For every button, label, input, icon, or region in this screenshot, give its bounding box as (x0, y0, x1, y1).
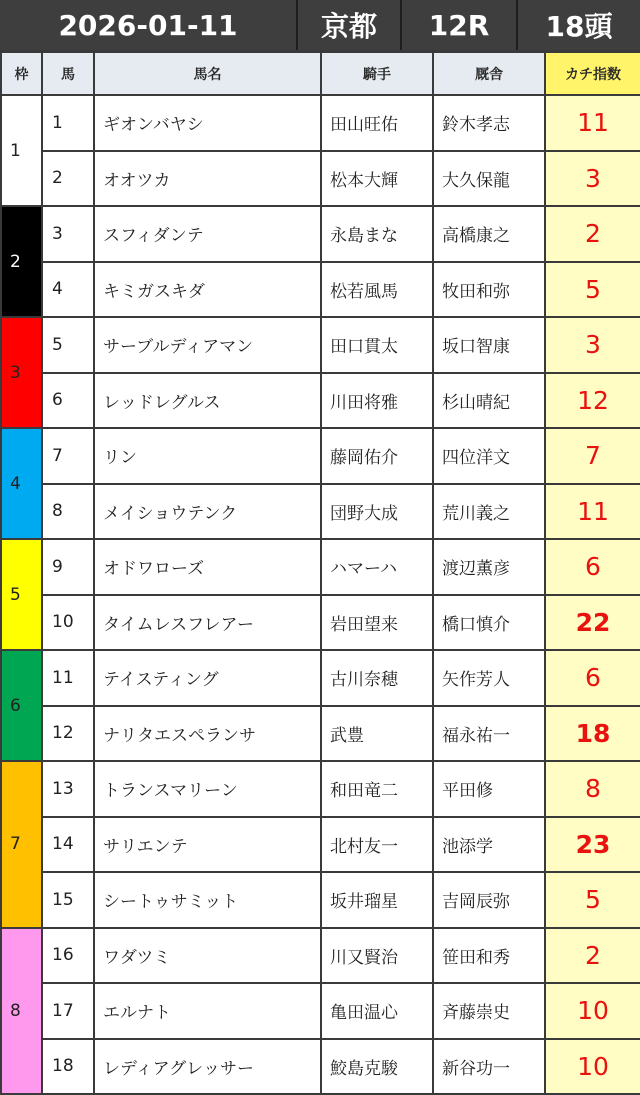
kachi-index: 22 (545, 595, 640, 651)
stable-name: 荒川義之 (433, 484, 545, 540)
jockey-name: 松若風馬 (321, 262, 433, 318)
horse-number: 11 (42, 650, 94, 706)
horse-number: 17 (42, 983, 94, 1039)
jockey-name: 川又賢治 (321, 928, 433, 984)
kachi-index: 12 (545, 373, 640, 429)
jockey-name: 和田竜二 (321, 761, 433, 817)
jockey-name: 北村友一 (321, 817, 433, 873)
horse-name: メイショウテンク (94, 484, 321, 540)
horse-name: エルナト (94, 983, 321, 1039)
col-header-stable[interactable]: 厩舎 (433, 52, 545, 95)
kachi-index: 11 (545, 95, 640, 151)
table-row[interactable] (1, 373, 640, 429)
kachi-index: 5 (545, 262, 640, 318)
waku-cell: 3 (1, 317, 42, 428)
entries-table (0, 51, 640, 1095)
horse-name: トランスマリーン (94, 761, 321, 817)
kachi-index: 6 (545, 539, 640, 595)
horse-name: リン (94, 428, 321, 484)
stable-name: 渡辺薫彦 (433, 539, 545, 595)
horse-number: 10 (42, 595, 94, 651)
stable-name: 福永祐一 (433, 706, 545, 762)
jockey-name: 亀田温心 (321, 983, 433, 1039)
jockey-name: 田山旺佑 (321, 95, 433, 151)
jockey-name: 藤岡佑介 (321, 428, 433, 484)
table-row[interactable] (1, 761, 640, 817)
stable-name: 笹田和秀 (433, 928, 545, 984)
table-row[interactable] (1, 817, 640, 873)
horse-number: 13 (42, 761, 94, 817)
kachi-index: 2 (545, 206, 640, 262)
kachi-index: 7 (545, 428, 640, 484)
table-row[interactable] (1, 151, 640, 207)
kachi-index: 5 (545, 872, 640, 928)
stable-name: 大久保龍 (433, 151, 545, 207)
horse-number: 9 (42, 539, 94, 595)
horse-number: 14 (42, 817, 94, 873)
jockey-name: 団野大成 (321, 484, 433, 540)
col-header-waku[interactable]: 枠 (1, 52, 42, 95)
horse-number: 2 (42, 151, 94, 207)
horse-number: 16 (42, 928, 94, 984)
horse-number: 5 (42, 317, 94, 373)
table-row[interactable] (1, 95, 640, 151)
jockey-name: 坂井瑠星 (321, 872, 433, 928)
entries-body (1, 95, 640, 1094)
horse-number: 18 (42, 1039, 94, 1095)
table-row[interactable] (1, 484, 640, 540)
stable-name: 杉山晴紀 (433, 373, 545, 429)
stable-name: 高橋康之 (433, 206, 545, 262)
jockey-name: ハマーハ (321, 539, 433, 595)
horse-name: タイムレスフレアー (94, 595, 321, 651)
table-row[interactable] (1, 928, 640, 984)
kachi-index: 11 (545, 484, 640, 540)
jockey-name: 永島まな (321, 206, 433, 262)
stable-name: 吉岡辰弥 (433, 872, 545, 928)
kachi-index: 6 (545, 650, 640, 706)
table-row[interactable] (1, 317, 640, 373)
horse-number: 15 (42, 872, 94, 928)
table-row[interactable] (1, 206, 640, 262)
col-header-horse-number[interactable]: 馬 (42, 52, 94, 95)
runner-count: 18頭 (518, 0, 640, 50)
horse-name: サリエンテ (94, 817, 321, 873)
horse-name: レッドレグルス (94, 373, 321, 429)
horse-number: 1 (42, 95, 94, 151)
horse-number: 7 (42, 428, 94, 484)
jockey-name: 武豊 (321, 706, 433, 762)
waku-cell: 2 (1, 206, 42, 317)
horse-name: スフィダンテ (94, 206, 321, 262)
horse-number: 3 (42, 206, 94, 262)
horse-name: レディアグレッサー (94, 1039, 321, 1095)
race-date: 2026-01-11 (0, 0, 298, 50)
horse-name: ワダツミ (94, 928, 321, 984)
table-row[interactable] (1, 595, 640, 651)
col-header-jockey[interactable]: 騎手 (321, 52, 433, 95)
stable-name: 坂口智康 (433, 317, 545, 373)
horse-name: オオツカ (94, 151, 321, 207)
table-row[interactable] (1, 262, 640, 318)
horse-name: シートゥサミット (94, 872, 321, 928)
jockey-name: 岩田望来 (321, 595, 433, 651)
horse-number: 6 (42, 373, 94, 429)
stable-name: 新谷功一 (433, 1039, 545, 1095)
stable-name: 四位洋文 (433, 428, 545, 484)
waku-cell: 4 (1, 428, 42, 539)
kachi-index: 2 (545, 928, 640, 984)
stable-name: 池添学 (433, 817, 545, 873)
waku-cell: 5 (1, 539, 42, 650)
jockey-name: 川田将雅 (321, 373, 433, 429)
waku-cell: 6 (1, 650, 42, 761)
race-header (0, 0, 640, 50)
kachi-index: 3 (545, 151, 640, 207)
table-row[interactable] (1, 650, 640, 706)
table-header-row (1, 52, 640, 95)
horse-number: 8 (42, 484, 94, 540)
table-row[interactable] (1, 983, 640, 1039)
table-row[interactable] (1, 539, 640, 595)
kachi-index: 3 (545, 317, 640, 373)
col-header-horse-name[interactable]: 馬名 (94, 52, 321, 95)
stable-name: 牧田和弥 (433, 262, 545, 318)
kachi-index: 10 (545, 1039, 640, 1095)
stable-name: 平田修 (433, 761, 545, 817)
kachi-index: 18 (545, 706, 640, 762)
table-row[interactable] (1, 872, 640, 928)
kachi-index: 10 (545, 983, 640, 1039)
stable-name: 矢作芳人 (433, 650, 545, 706)
jockey-name: 田口貫太 (321, 317, 433, 373)
racecourse: 京都 (298, 0, 402, 50)
jockey-name: 鮫島克駿 (321, 1039, 433, 1095)
horse-name: オドワローズ (94, 539, 321, 595)
horse-name: サーブルディアマン (94, 317, 321, 373)
stable-name: 鈴木孝志 (433, 95, 545, 151)
horse-name: ナリタエスペランサ (94, 706, 321, 762)
col-header-kachi-index[interactable]: カチ指数 (545, 52, 640, 95)
race-number: 12R (402, 0, 518, 50)
table-row[interactable] (1, 428, 640, 484)
horse-number: 12 (42, 706, 94, 762)
kachi-index: 23 (545, 817, 640, 873)
waku-cell: 7 (1, 761, 42, 928)
horse-number: 4 (42, 262, 94, 318)
jockey-name: 古川奈穂 (321, 650, 433, 706)
waku-cell: 1 (1, 95, 42, 206)
kachi-index: 8 (545, 761, 640, 817)
table-row[interactable] (1, 706, 640, 762)
horse-name: キミガスキダ (94, 262, 321, 318)
horse-name: ギオンバヤシ (94, 95, 321, 151)
waku-cell: 8 (1, 928, 42, 1095)
table-row[interactable] (1, 1039, 640, 1095)
jockey-name: 松本大輝 (321, 151, 433, 207)
horse-name: テイスティング (94, 650, 321, 706)
stable-name: 橋口慎介 (433, 595, 545, 651)
stable-name: 斉藤崇史 (433, 983, 545, 1039)
